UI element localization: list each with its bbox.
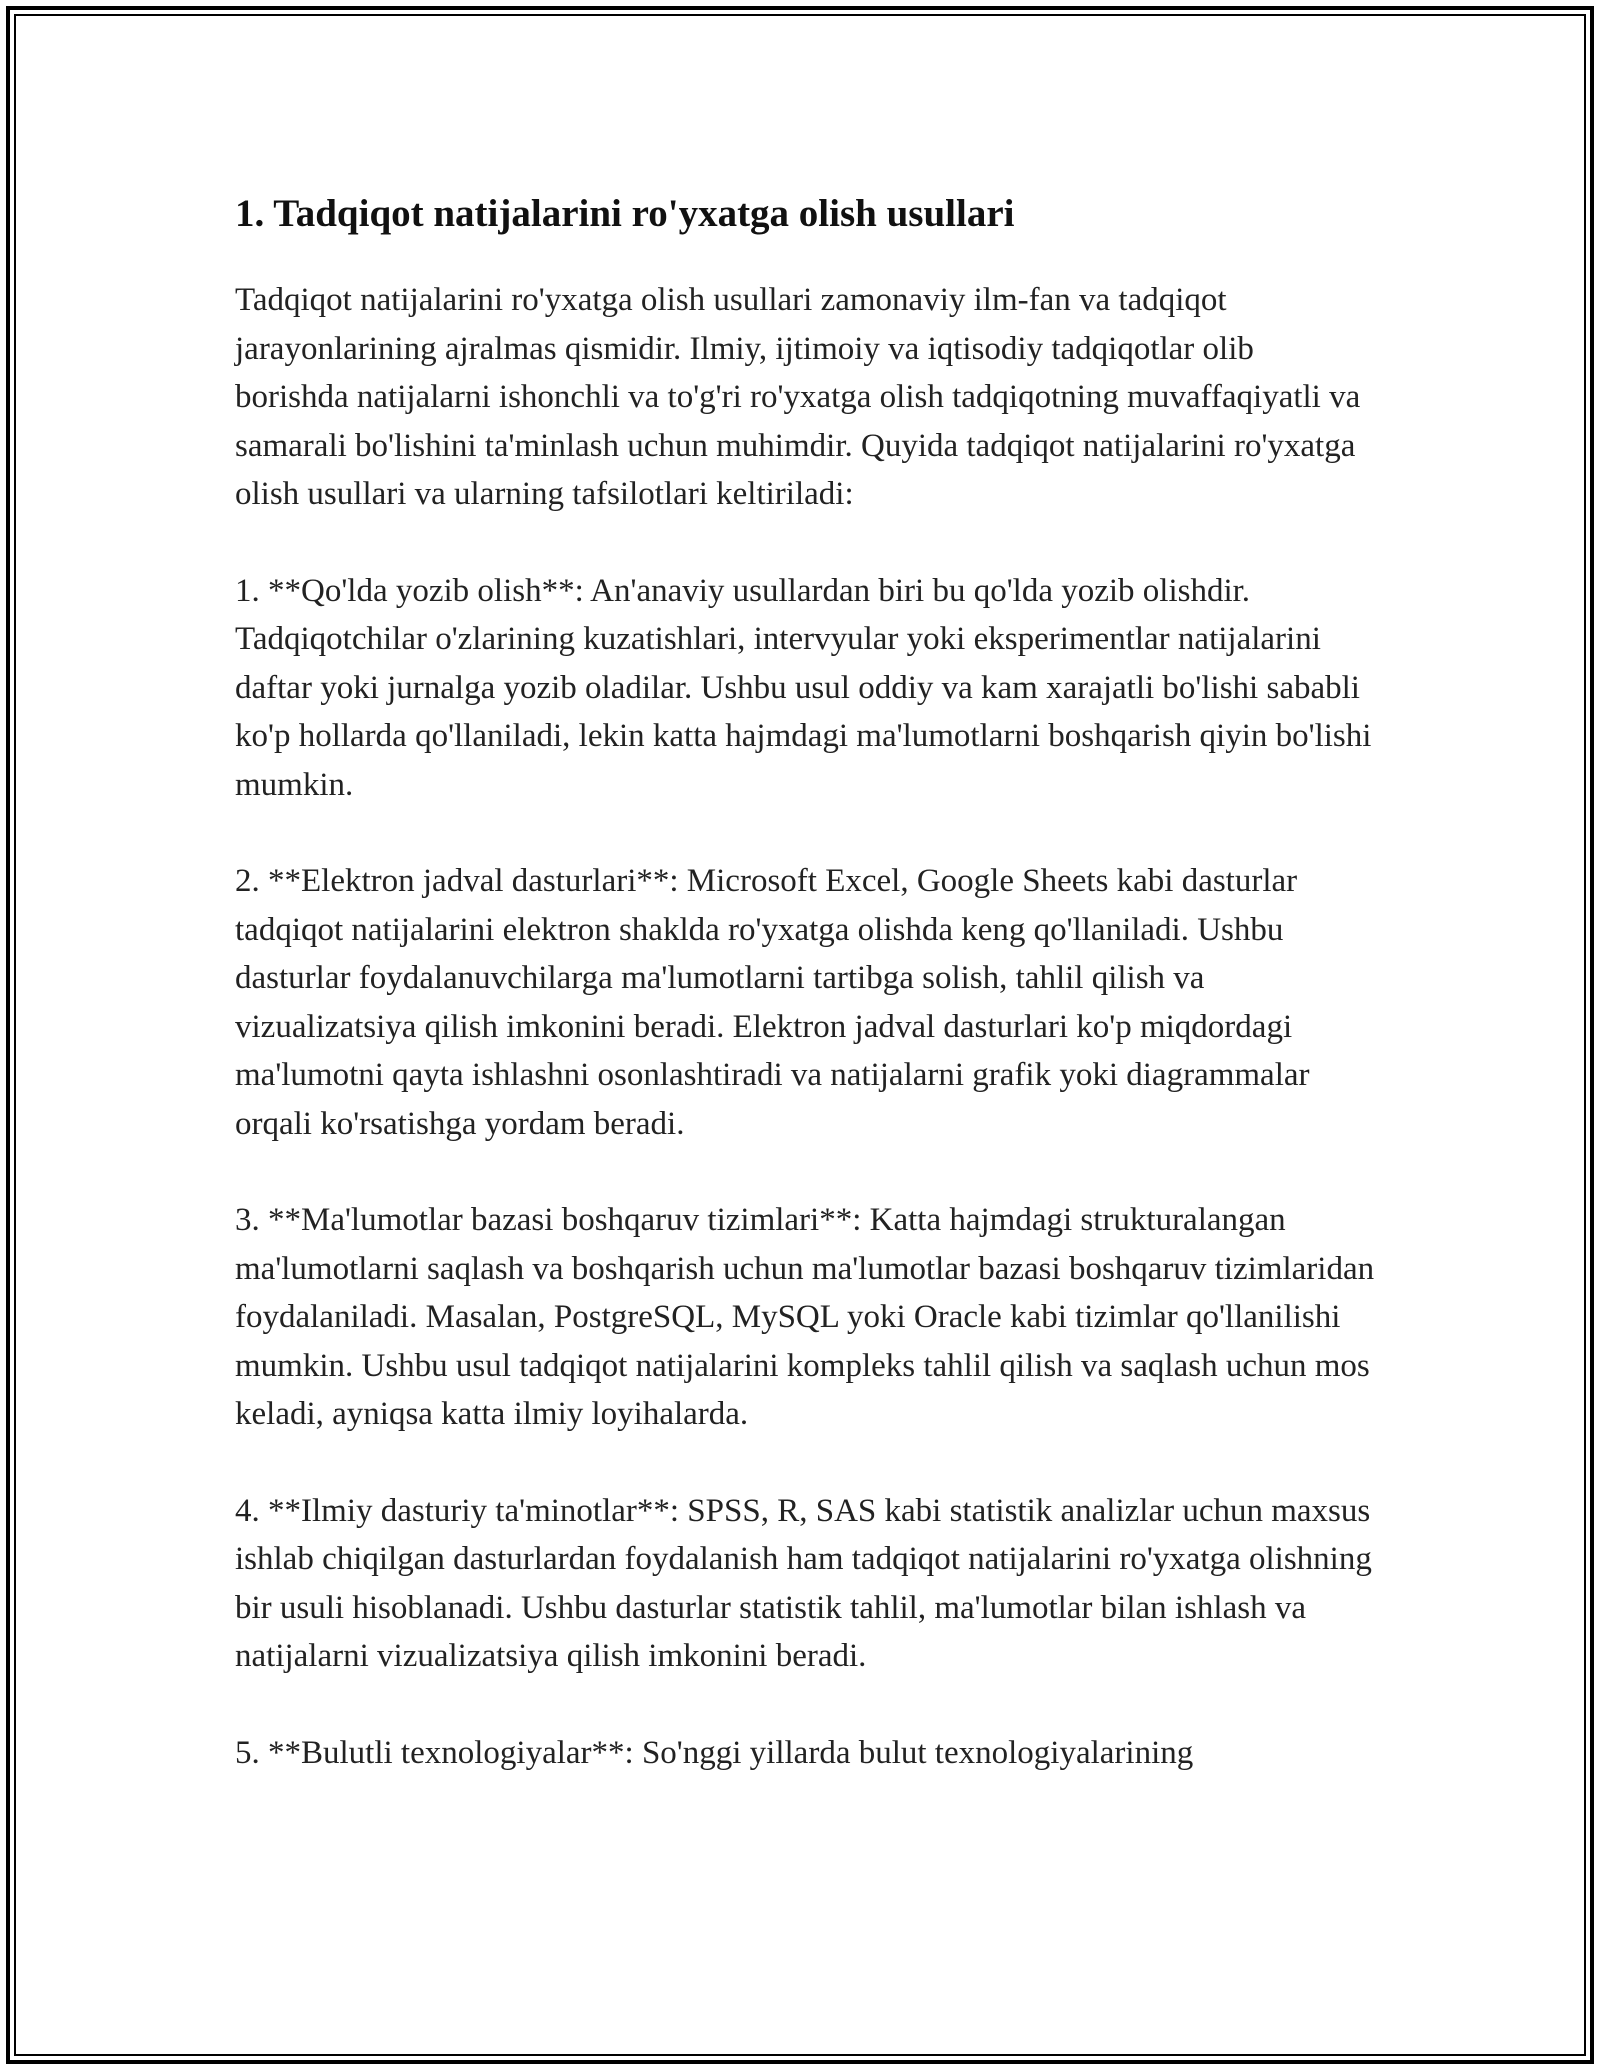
document-page [235,186,1375,1825]
list-item-manual-recording: 1. **Qo'lda yozib olish**: An'anaviy usullardan biri bu qo'lda yozib olishdir. Tadqiqotchilar o'zlarining kuzatishlari, intervyular yoki eksperimentlar natijalarini daftar yoki jurnalga yozib oladilar. Ushbu usul oddiy va kam xarajatli bo'lishi sababli ko'p hollarda qo'llaniladi, lekin katta hajmdagi ma'lumotlarni boshqarish qiyin bo'lishi mumkin. [235,572,1372,803]
list-item-scientific-software: 4. **Ilmiy dasturiy ta'minotlar**: SPSS, R, SAS kabi statistik analizlar uchun maxsus ishlab chiqilgan dasturlardan foydalanish ham tadqiqot natijalarini ro'yxatga olishning bir usuli hisoblanadi. Ushbu dasturlar statistik tahlil, ma'lumotlar bilan ishlash va natijalarni vizualizatsiya qilish imkonini beradi. [235,1492,1372,1674]
section-title: 1. Tadqiqot natijalarini ro'yxatga olish usullari [235,192,1015,235]
intro-paragraph: Tadqiqot natijalarini ro'yxatga olish usullari zamonaviy ilm-fan va tadqiqot jarayonlarining ajralmas qismidir. Ilmiy, ijtimoiy va iqtisodiy tadqiqotlar olib borishda natijalarni ishonchli va to'g'ri ro'yxatga olish tadqiqotning muvaffaqiyatli va samarali bo'lishini ta'minlash uchun muhimdir. Quyida tadqiqot natijalarini ro'yxatga olish usullari va ularning tafsilotlari keltiriladi: [235,282,1361,512]
list-item-cloud-technologies: 5. **Bulutli texnologiyalar**: So'nggi yillarda bulut texnologiyalarining [235,1734,1194,1771]
list-item-spreadsheet-software: 2. **Elektron jadval dasturlari**: Microsoft Excel, Google Sheets kabi dasturlar tadqiqot natijalarini elektron shaklda ro'yxatga olishda keng qo'llaniladi. Ushbu dasturlar foydalanuvchilarga ma'lumotlarni tartibga solish, tahlil qilish va vizualizatsiya qilish imkonini beradi. Elektron jadval dasturlari ko'p miqdordagi ma'lumotni qayta ishlashni osonlashtiradi va natijalarni grafik yoki diagrammalar orqali ko'rsatishga yordam beradi. [235,863,1310,1142]
list-item-database-systems: 3. **Ma'lumotlar bazasi boshqaruv tizimlari**: Katta hajmdagi strukturalangan ma'lumotlarni saqlash va boshqarish uchun ma'lumotlar bazasi boshqaruv tizimlaridan foydalaniladi. Masalan, PostgreSQL, MySQL yoki Oracle kabi tizimlar qo'llanilishi mumkin. Ushbu usul tadqiqot natijalarini kompleks tahlil qilish va saqlash uchun mos keladi, ayniqsa katta ilmiy loyihalarda. [235,1202,1375,1432]
